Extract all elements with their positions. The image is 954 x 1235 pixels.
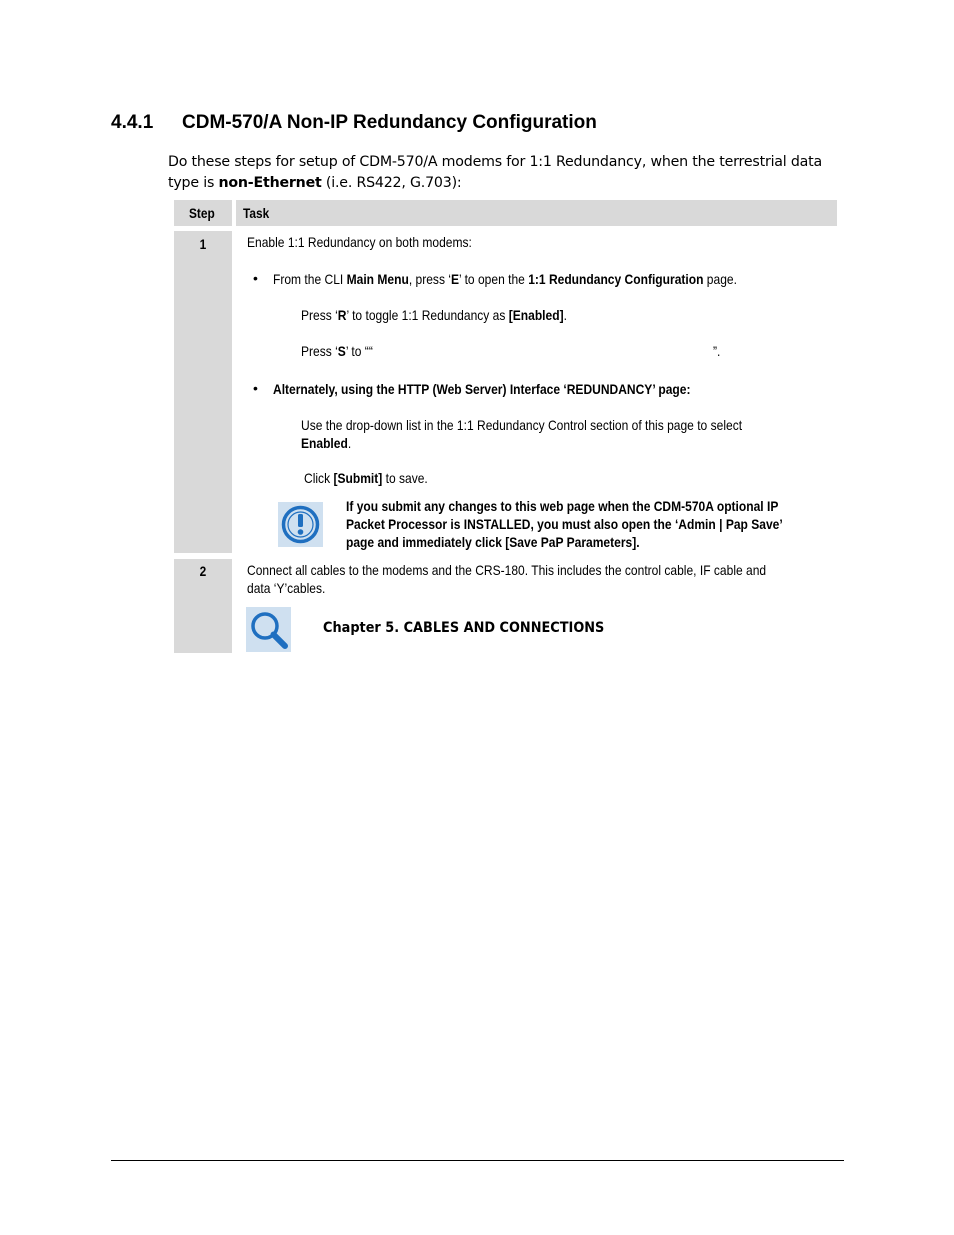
intro-text: type is — [168, 175, 219, 191]
intro-line-2 — [168, 173, 838, 194]
step1-bullet-http: Alternately, using the HTTP (Web Server) Interface ‘REDUNDANCY’ page: — [273, 381, 691, 397]
step1-sub-toggle: Press ‘R’ to toggle 1:1 Redundancy as [Enabled]. — [301, 307, 567, 323]
intro-bold: non-Ethernet — [218, 175, 322, 191]
table-header-task — [236, 200, 837, 226]
step1-sub-save-end: ”. — [713, 343, 721, 359]
step1-sub-save: Press ‘S’ to ““ — [301, 343, 373, 359]
table-header-step — [174, 200, 232, 226]
step-cell-2 — [174, 559, 232, 653]
section-title: CDM-570/A Non-IP Redundancy Configuration — [182, 112, 597, 133]
note-line-3: page and immediately click [Save PaP Parameters]. — [346, 534, 640, 550]
section-number: 4.4.1 — [111, 112, 154, 133]
chapter-reference: Chapter 5. CABLES AND CONNECTIONS — [323, 620, 605, 636]
footer-rule — [111, 1160, 844, 1161]
magnifier-icon — [246, 607, 291, 652]
bullet-dot: • — [253, 380, 258, 396]
section-heading — [111, 112, 597, 134]
step-number-2: 2 — [199, 563, 207, 579]
step1-sub-dropdown-line1: Use the drop-down list in the 1:1 Redundancy Control section of this page to select — [301, 417, 743, 433]
intro-paragraph — [168, 152, 838, 194]
step2-line-1: Connect all cables to the modems and the CRS-180. This includes the control cable, IF cable and — [247, 562, 767, 578]
bullet-dot: • — [253, 270, 258, 286]
step1-sub-dropdown-line2: Enabled. — [301, 435, 352, 451]
note-line-1: If you submit any changes to this web page when the CDM-570A optional IP — [346, 498, 779, 514]
step-cell-1 — [174, 231, 232, 553]
intro-text: (i.e. RS422, G.703): — [321, 175, 462, 191]
step1-bullet-cli: From the CLI Main Menu, press ‘E’ to open the 1:1 Redundancy Configuration page. — [273, 271, 737, 287]
step2-line-2: data ‘Y’cables. — [247, 580, 326, 596]
info-icon — [278, 502, 323, 547]
step1-sub-submit: Click [Submit] to save. — [304, 470, 428, 486]
header-step-label: Step — [189, 205, 215, 221]
step-number-1: 1 — [199, 236, 207, 252]
step1-intro: Enable 1:1 Redundancy on both modems: — [247, 234, 472, 250]
intro-line-1: Do these steps for setup of CDM-570/A modems for 1:1 Redundancy, when the terrestrial data — [168, 154, 823, 170]
note-line-2: Packet Processor is INSTALLED, you must also open the ‘Admin | Pap Save’ — [346, 516, 783, 532]
header-task-label: Task — [243, 205, 270, 221]
